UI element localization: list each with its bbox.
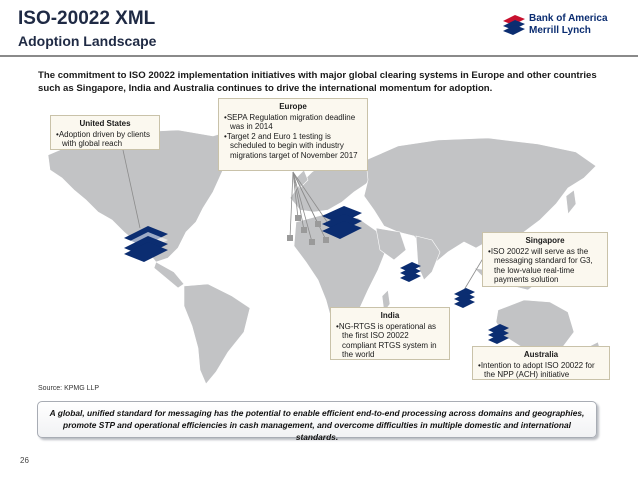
callout-bullet: • Adoption driven by clients with global reach (56, 130, 154, 149)
callout-title: India (380, 311, 400, 320)
flag-logo-icon (501, 13, 527, 35)
callout-title: Singapore (525, 236, 565, 245)
summary-banner: A global, unified standard for messaging has the potential to enable efficient end-to-end processing across domains and geographies, promote STP and operational efficiencies in cash management, and overcome difficulties in multiple domestic and international standards. (37, 401, 597, 438)
callout-singapore (482, 232, 608, 287)
logo-line-1: Bank of America (529, 13, 608, 24)
japan-landmass (566, 190, 576, 214)
source-note: Source: KPMG LLP (38, 385, 100, 392)
callout-australia (472, 346, 610, 380)
callout-bullet: • Intention to adopt ISO 20022 for the NPP (ACH) initiative (478, 361, 604, 380)
australia-flag-marker (488, 324, 509, 344)
singapore-flag-marker (454, 288, 475, 308)
south-america-landmass (184, 284, 250, 384)
country-marker (315, 221, 321, 227)
logo-line-2: Merrill Lynch (529, 25, 591, 36)
callout-united-states (50, 115, 160, 150)
header-divider (0, 55, 638, 57)
slide-subtitle: Adoption Landscape (18, 33, 157, 49)
country-marker (301, 227, 307, 233)
india-flag-marker (400, 262, 421, 282)
callout-india (330, 307, 450, 360)
callout-bullet: • ISO 20022 will serve as the messaging standard for G3, the low-value real-time payments solution (488, 247, 602, 285)
country-marker (323, 237, 329, 243)
callout-bullet: • SEPA Regulation migration deadline was in 2014 (224, 113, 362, 132)
australia-landmass (496, 300, 574, 352)
country-marker (295, 215, 301, 221)
page-number: 26 (20, 456, 29, 465)
callout-title: United States (79, 119, 131, 128)
intro-text: The commitment to ISO 20022 implementation initiatives with major global clearing systems in Europe and other countries such as Singapore, India and Australia continues to drive the international momentum for adoption. (38, 70, 597, 94)
country-marker (287, 235, 293, 241)
callout-title: Europe (279, 102, 307, 111)
central-america-landmass (154, 262, 184, 288)
country-marker (309, 239, 315, 245)
callout-europe (218, 98, 368, 171)
callout-bullet: • Target 2 and Euro 1 testing is scheduled to begin with industry migrations target of November 2017 (224, 132, 362, 161)
callout-title: Australia (523, 350, 559, 359)
bank-logo (501, 10, 616, 40)
callout-bullet: • NG-RTGS is operational as the first ISO 20022 compliant RTGS system in the world (336, 322, 444, 360)
slide-title: ISO-20022 XML (18, 8, 156, 29)
